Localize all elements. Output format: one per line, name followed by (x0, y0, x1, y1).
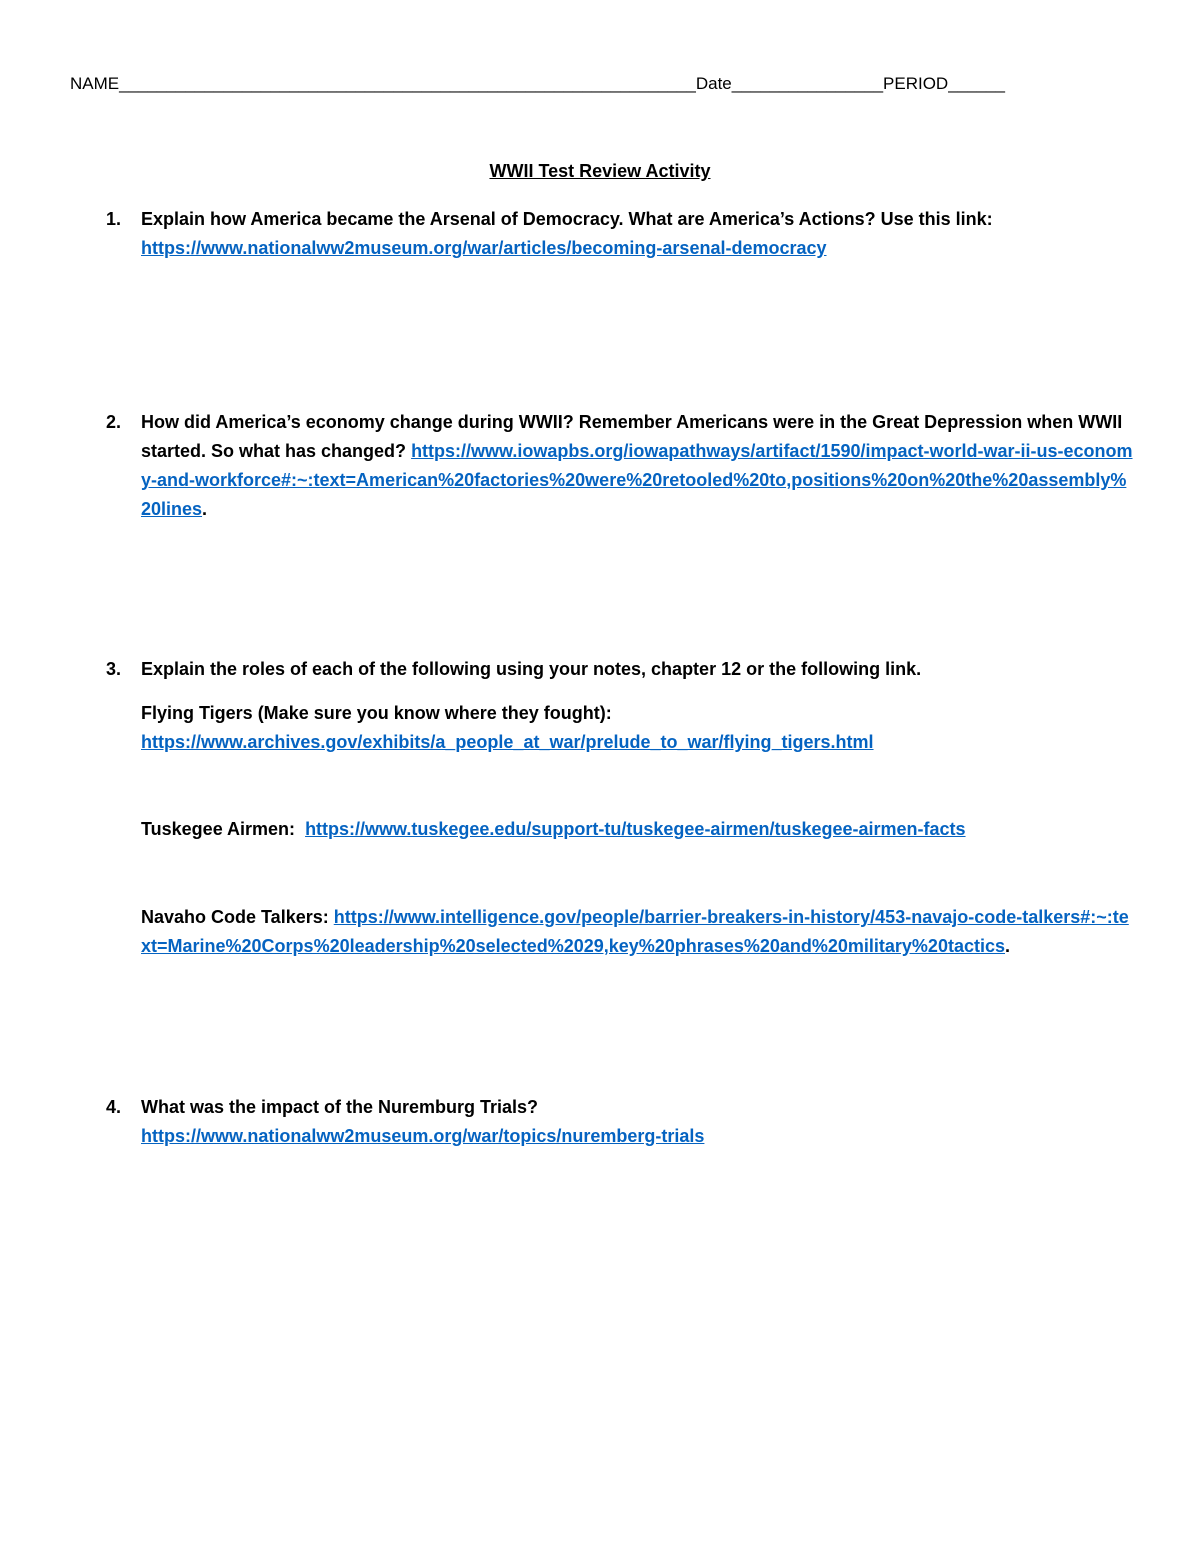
question-2-period: . (202, 499, 208, 519)
question-2-link[interactable]: https://www.iowapbs.org/iowapathways/artifact/1590/impact-world-war-ii-us-economy-and-workforce#:~:text=American%20factories%20were%20retooled%20to,positions%20on%20the%20assembly%20lines (141, 441, 1133, 519)
question-4-text: What was the impact of the Nuremburg Trials? (141, 1097, 539, 1117)
question-1-text: Explain how America became the Arsenal of Democracy. What are America’s Actions? Use this link: (141, 209, 993, 229)
flying-tigers-label: Flying Tigers (Make sure you know where they fought): (141, 703, 612, 723)
flying-tigers-link[interactable]: https://www.archives.gov/exhibits/a_people_at_war/prelude_to_war/flying_tigers.html (141, 732, 874, 752)
question-4 (106, 1093, 1136, 1151)
name-date-period-header: NAME_____________________________________________________________Date________________PERIOD______ (70, 74, 1005, 93)
tuskegee-airmen-label: Tuskegee Airmen: (141, 819, 306, 839)
navaho-code-talkers-period: . (1004, 936, 1010, 956)
flying-tigers-item (141, 699, 1136, 757)
navaho-code-talkers-link[interactable]: https://www.intelligence.gov/people/barrier-breakers-in-history/453-navajo-code-talkers#:~:text=Marine%20Corps%20leadership%20selected%2029,key%20phrases%20and%20military%20tactics (141, 907, 1129, 956)
question-3 (106, 655, 1136, 684)
navaho-code-talkers-item (141, 903, 1136, 961)
question-1-number: 1. (106, 209, 122, 229)
page-title: WWII Test Review Activity (489, 161, 711, 181)
navaho-code-talkers-label: Navaho Code Talkers: (141, 907, 334, 927)
question-2 (106, 408, 1136, 524)
question-2-number: 2. (106, 412, 122, 432)
question-1 (106, 205, 1136, 263)
question-4-link[interactable]: https://www.nationalww2museum.org/war/topics/nuremberg-trials (141, 1126, 705, 1146)
question-2-text: How did America’s economy change during WWII? Remember Americans were in the Great Depression when WWII started. So what has changed? (141, 412, 1123, 461)
question-4-number: 4. (106, 1097, 122, 1117)
question-1-link[interactable]: https://www.nationalww2museum.org/war/articles/becoming-arsenal-democracy (141, 238, 827, 258)
tuskegee-airmen-link[interactable]: https://www.tuskegee.edu/support-tu/tuskegee-airmen/tuskegee-airmen-facts (305, 819, 966, 839)
question-3-text: Explain the roles of each of the following using your notes, chapter 12 or the following link. (141, 659, 922, 679)
question-3-number: 3. (106, 659, 122, 679)
tuskegee-airmen-item (141, 815, 1136, 844)
